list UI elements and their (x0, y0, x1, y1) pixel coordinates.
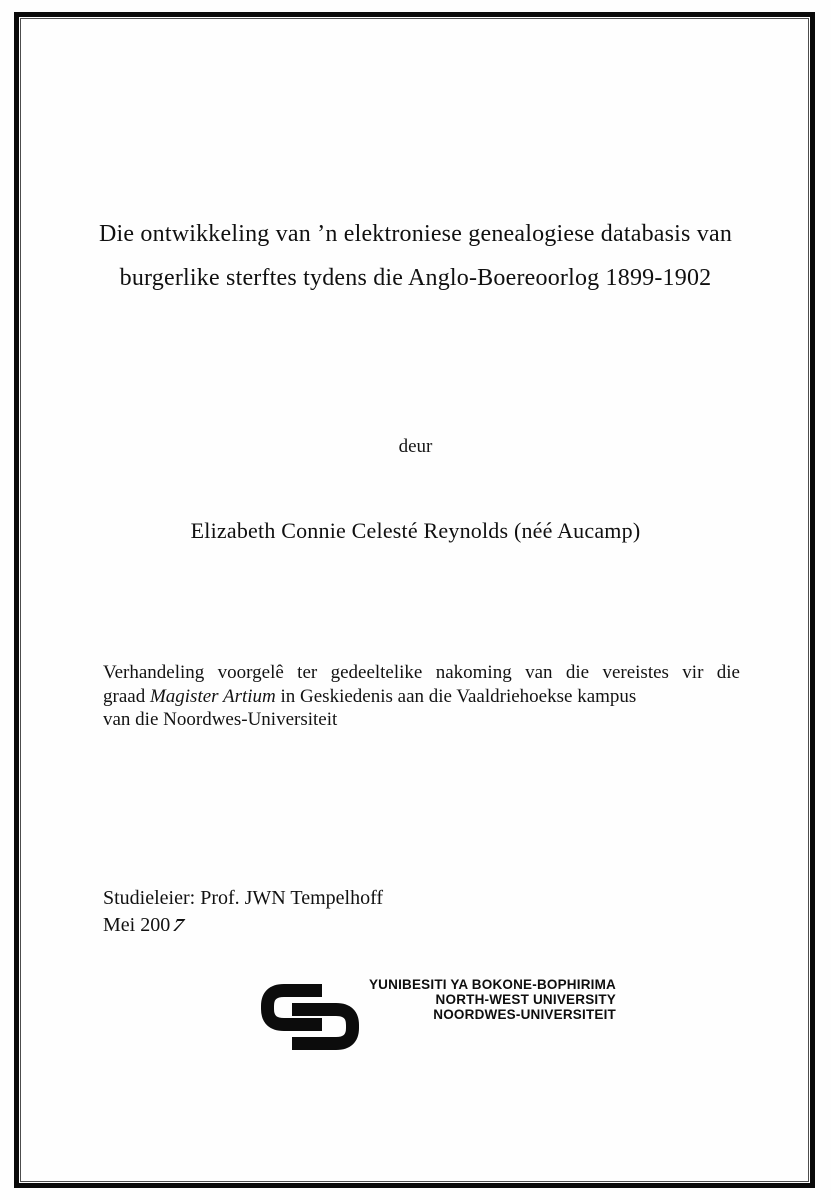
nwu-logo-wordmark (320, 977, 616, 1023)
statement-line-2-pre: graad (103, 685, 150, 707)
thesis-title (60, 212, 771, 300)
nwu-logo (258, 977, 616, 1055)
title-line-1: Die ontwikkeling van ’n elektroniese genealogiese databasis van (98, 221, 733, 247)
date-last-digit: 7 (169, 915, 188, 936)
supervisor-and-date (103, 885, 383, 939)
statement-line-2-post: in Geskiedenis aan die Vaaldriehoekse kampus (275, 685, 637, 707)
logo-line-setswana: YUNIBESITI YA BOKONE-BOPHIRIMA (368, 977, 616, 992)
date-line (103, 912, 383, 939)
statement-line-1: Verhandeling voorgelê ter gedeeltelike nakoming van die vereistes vir die (103, 662, 740, 683)
logo-line-afrikaans: NOORDWES-UNIVERSITEIT (433, 1007, 616, 1023)
statement-line-2 (103, 685, 740, 709)
statement-line-3: van die Noordwes-Universiteit (103, 709, 338, 730)
submission-statement (103, 661, 740, 732)
byline-deur: deur (398, 436, 433, 457)
date-prefix: Mei 200 (103, 914, 171, 936)
logo-line-english: NORTH-WEST UNIVERSITY (435, 992, 616, 1008)
author-name: Elizabeth Connie Celesté Reynolds (néé Aucamp) (190, 518, 641, 543)
title-line-2: burgerlike sterftes tydens die Anglo-Boereoorlog 1899-1902 (119, 265, 712, 291)
supervisor-line: Studieleier: Prof. JWN Tempelhoff (103, 887, 384, 909)
degree-name-italic: Magister Artium (149, 685, 276, 707)
